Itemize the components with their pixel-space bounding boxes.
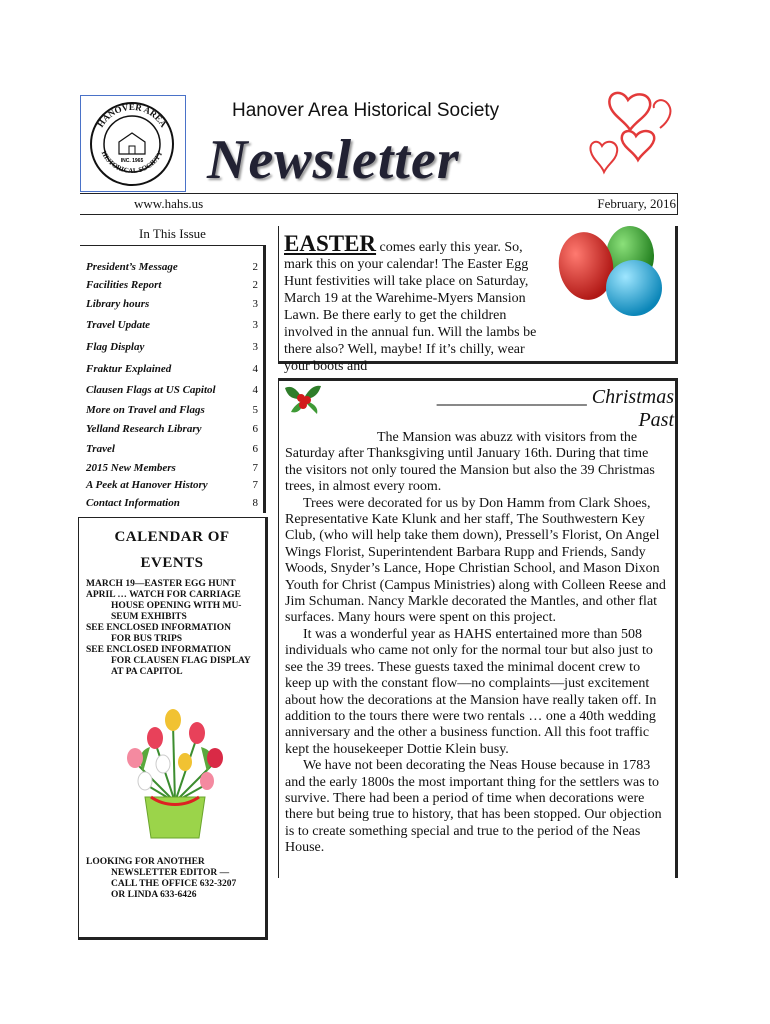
- article-paragraph: We have not been decorating the Neas House because in 1783 and the early 1800s the most important thing for the settlers was to survive. There had been a period of time when decorations were there but being true to history, that has been stopped. Our objection is to create something special and true to the period of the Neas House.: [285, 758, 662, 856]
- organization-name: Hanover Area Historical Society: [232, 100, 500, 121]
- toc-page-number: 6: [252, 423, 258, 435]
- logo-inc-text: INC. 1965: [120, 158, 144, 164]
- calendar-event-line: MARCH 19—EASTER EGG HUNT: [86, 579, 236, 589]
- calendar-event-line: SEUM EXHIBITS: [111, 612, 187, 622]
- toc-page-number: 7: [252, 479, 258, 491]
- toc-page-number: 3: [252, 298, 258, 310]
- toc-item[interactable]: Flag Display 3: [86, 341, 258, 353]
- toc-item[interactable]: President’s Message 2: [86, 261, 258, 273]
- article-paragraph: Trees were decorated for us by Don Hamm from Clark Shoes, Representative Kate Klunk and her staff, The Southwestern Key Club, (who will help take them down), Pressell’s Florist, On Angel Wings Florist, Superintendent Barbara Rupp and Friends, Sandy Woods, Snyder’s Lance, Hope Christian School, and Mason Dixon Youth for Christ (Campus Ministries) along with Colleen Reese and Jim Schuman. Nancy Markle decorated the Mantles, and other flat surfaces. Many hours were spent on this project.: [285, 495, 666, 626]
- toc-item[interactable]: Clausen Flags at US Capitol 4: [86, 384, 258, 396]
- calendar-title-line2: EVENTS: [140, 555, 204, 571]
- toc-item[interactable]: Library hours 3: [86, 298, 258, 310]
- easter-heading: EASTER: [284, 231, 377, 256]
- toc-page-number: 4: [252, 384, 258, 396]
- title-text: Christmas Past: [591, 386, 674, 431]
- calendar-event-line: SEE ENCLOSED INFORMATION: [86, 623, 231, 633]
- toc-item[interactable]: A Peek at Hanover History 7: [86, 479, 258, 491]
- calendar-event-line: FOR CLAUSEN FLAG DISPLAY: [111, 656, 251, 666]
- issue-date: February, 2016: [597, 196, 676, 211]
- toc-item[interactable]: 2015 New Members 7: [86, 462, 258, 474]
- easter-text: comes early this year. So, mark this on your calendar! The Easter Egg Hunt festivities will take place on Saturday, March 19 at the Warehime-Myers Mansion Lawn. Be there early to get the children involved in the annual fun. Will the lambs be there also? Well, maybe! If it’s chilly, wear your boots and: [284, 240, 537, 374]
- society-seal-logo: [81, 96, 185, 191]
- article-paragraph: It was a wonderful year as HAHS entertained more than 508 individuals who came not only for the normal tour but also just to see the 39 trees. These guests taxed the minimal docent crew to keep up with the constant flow—no complaints—just excitement about how the decorations at the Mansion have really taken off. In addition to the tours there were two rentals … one a 40th wedding anniversary and the other a business function. All this foot traffic kept the housekeeper Dottie Klein busy.: [285, 626, 657, 757]
- toc-page-number: 7: [252, 462, 258, 474]
- toc-page-number: 2: [252, 261, 258, 273]
- logo-bottom-text: HISTORICAL SOCIETY: [99, 149, 165, 176]
- calendar-of-events: [78, 517, 268, 940]
- toc-page-number: 5: [252, 404, 258, 416]
- toc-item[interactable]: More on Travel and Flags 5: [86, 404, 258, 416]
- website-url[interactable]: www.hahs.us: [134, 196, 204, 211]
- toc-item[interactable]: Yelland Research Library 6: [86, 423, 258, 435]
- title-rule: _______________: [436, 386, 587, 408]
- table-of-contents: [80, 245, 266, 513]
- toc-page-number: 8: [252, 497, 258, 509]
- hearts-decoration-icon: [588, 88, 680, 193]
- toc-page-number: 3: [252, 341, 258, 353]
- christmas-article-body: [285, 430, 668, 857]
- calendar-event-line: SEE ENCLOSED INFORMATION: [86, 645, 231, 655]
- tulip-bouquet-icon: [115, 702, 235, 842]
- christmas-past-title: [398, 386, 674, 432]
- masthead-title: Newsletter: [207, 129, 460, 191]
- editor-wanted-line: NEWSLETTER EDITOR —: [111, 868, 230, 878]
- society-logo-box: [80, 95, 186, 192]
- editor-wanted-line: LOOKING FOR ANOTHER: [86, 857, 205, 867]
- toc-item[interactable]: Fraktur Explained 4: [86, 363, 258, 375]
- toc-page-number: 3: [252, 319, 258, 331]
- toc-item[interactable]: Facilities Report 2: [86, 279, 258, 291]
- editor-wanted-line: OR LINDA 633-6426: [111, 890, 197, 900]
- date-divider: [80, 214, 678, 215]
- calendar-event-line: HOUSE OPENING WITH MU-: [111, 601, 242, 611]
- toc-item[interactable]: Contact Information 8: [86, 497, 258, 509]
- toc-item[interactable]: Travel 6: [86, 443, 258, 455]
- toc-item[interactable]: Travel Update 3: [86, 319, 258, 331]
- calendar-event-line: APRIL … WATCH FOR CARRIAGE: [86, 590, 241, 600]
- calendar-event-line: FOR BUS TRIPS: [111, 634, 183, 644]
- toc-page-number: 2: [252, 279, 258, 291]
- in-this-issue-title: In This Issue: [139, 226, 206, 241]
- holly-icon: [281, 378, 327, 424]
- date-divider-vertical: [677, 193, 678, 214]
- masthead-divider: [80, 193, 678, 194]
- calendar-title-line1: CALENDAR OF: [114, 529, 230, 545]
- article-paragraph: The Mansion was abuzz with visitors from the Saturday after Thanksgiving until January 16th. During that time the visitors not only toured the Mansion but also the 39 Christmas trees, in almost every room.: [285, 430, 655, 495]
- calendar-event-line: AT PA CAPITOL: [111, 667, 183, 677]
- logo-top-text: HANOVER AREA: [95, 101, 169, 130]
- toc-page-number: 4: [252, 363, 258, 375]
- toc-page-number: 6: [252, 443, 258, 455]
- editor-wanted-line: CALL THE OFFICE 632-3207: [111, 879, 237, 889]
- easter-eggs-icon: [552, 222, 670, 322]
